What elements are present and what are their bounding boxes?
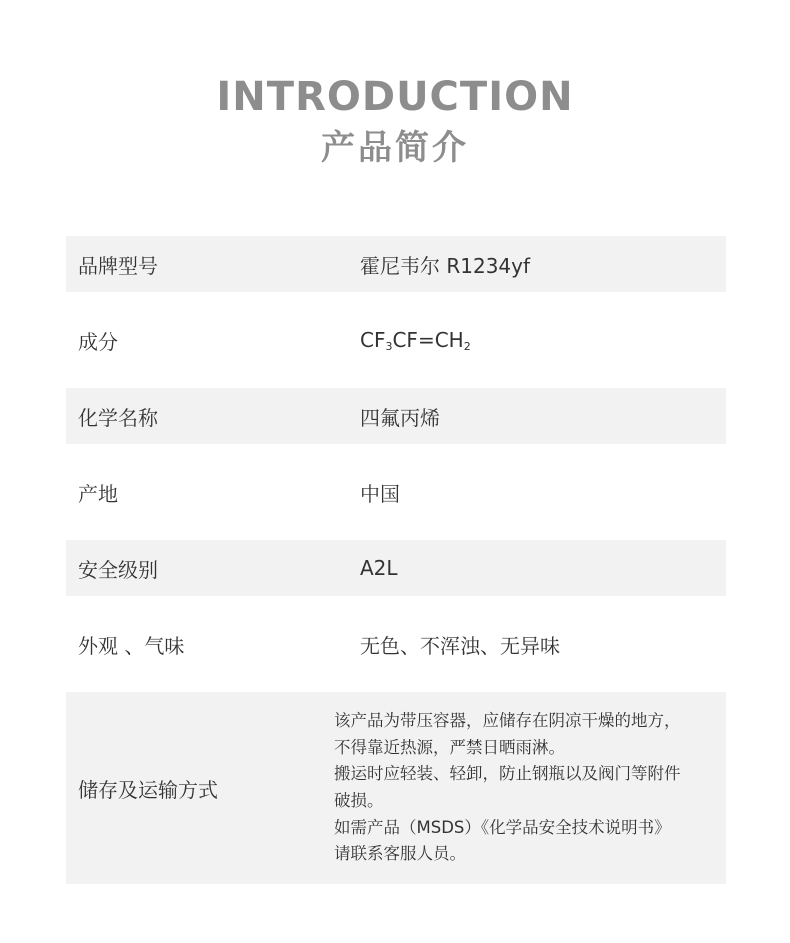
spec-label: 品牌型号 — [78, 253, 158, 278]
spec-table — [66, 236, 726, 884]
spec-label: 外观 、气味 — [78, 633, 185, 658]
paragraph-line: 如需产品（MSDS）《化学品安全技术说明书》 — [334, 817, 671, 837]
spec-value: 无色、不浑浊、无异味 — [360, 633, 560, 658]
spec-label: 化学名称 — [78, 405, 158, 430]
spec-label: 安全级别 — [78, 557, 158, 582]
spec-label: 成分 — [78, 329, 118, 354]
title-chinese: 产品简介 — [321, 128, 469, 168]
formula-subscript: 3 — [385, 339, 393, 353]
paragraph-line: 请联系客服人员。 — [334, 844, 466, 864]
spec-value: 四氟丙烯 — [360, 405, 440, 430]
formula-part: CF — [360, 327, 386, 352]
formula-subscript: 2 — [463, 339, 471, 353]
spec-row-chemical-name — [66, 388, 726, 444]
spec-value: 中国 — [360, 481, 400, 506]
spec-row-safety-class — [66, 540, 726, 596]
spec-row-storage-transport — [66, 692, 726, 884]
spec-value-formula — [360, 328, 726, 353]
spec-label: 储存及运输方式 — [78, 777, 218, 802]
spec-row-appearance-odor — [66, 616, 726, 672]
paragraph-line: 破损。 — [334, 791, 384, 810]
spec-value: A2L — [360, 556, 398, 580]
page-header — [0, 72, 790, 170]
paragraph-line: 搬运时应轻装、轻卸，防止钢瓶以及阀门等附件 — [334, 764, 681, 784]
spec-row-composition — [66, 312, 726, 368]
paragraph-line: 不得靠近热源，严禁日晒雨淋。 — [334, 737, 565, 757]
paragraph-line: 该产品为带压容器，应储存在阴凉干燥的地方， — [334, 711, 681, 731]
spec-value: 霍尼韦尔 R1234yf — [360, 253, 531, 278]
spec-label: 产地 — [78, 481, 118, 506]
spec-value-paragraph — [334, 708, 726, 868]
spec-row-origin — [66, 464, 726, 520]
title-english: INTRODUCTION — [216, 74, 574, 120]
formula-part: CF=CH — [392, 327, 464, 352]
spec-row-brand-model — [66, 236, 726, 292]
